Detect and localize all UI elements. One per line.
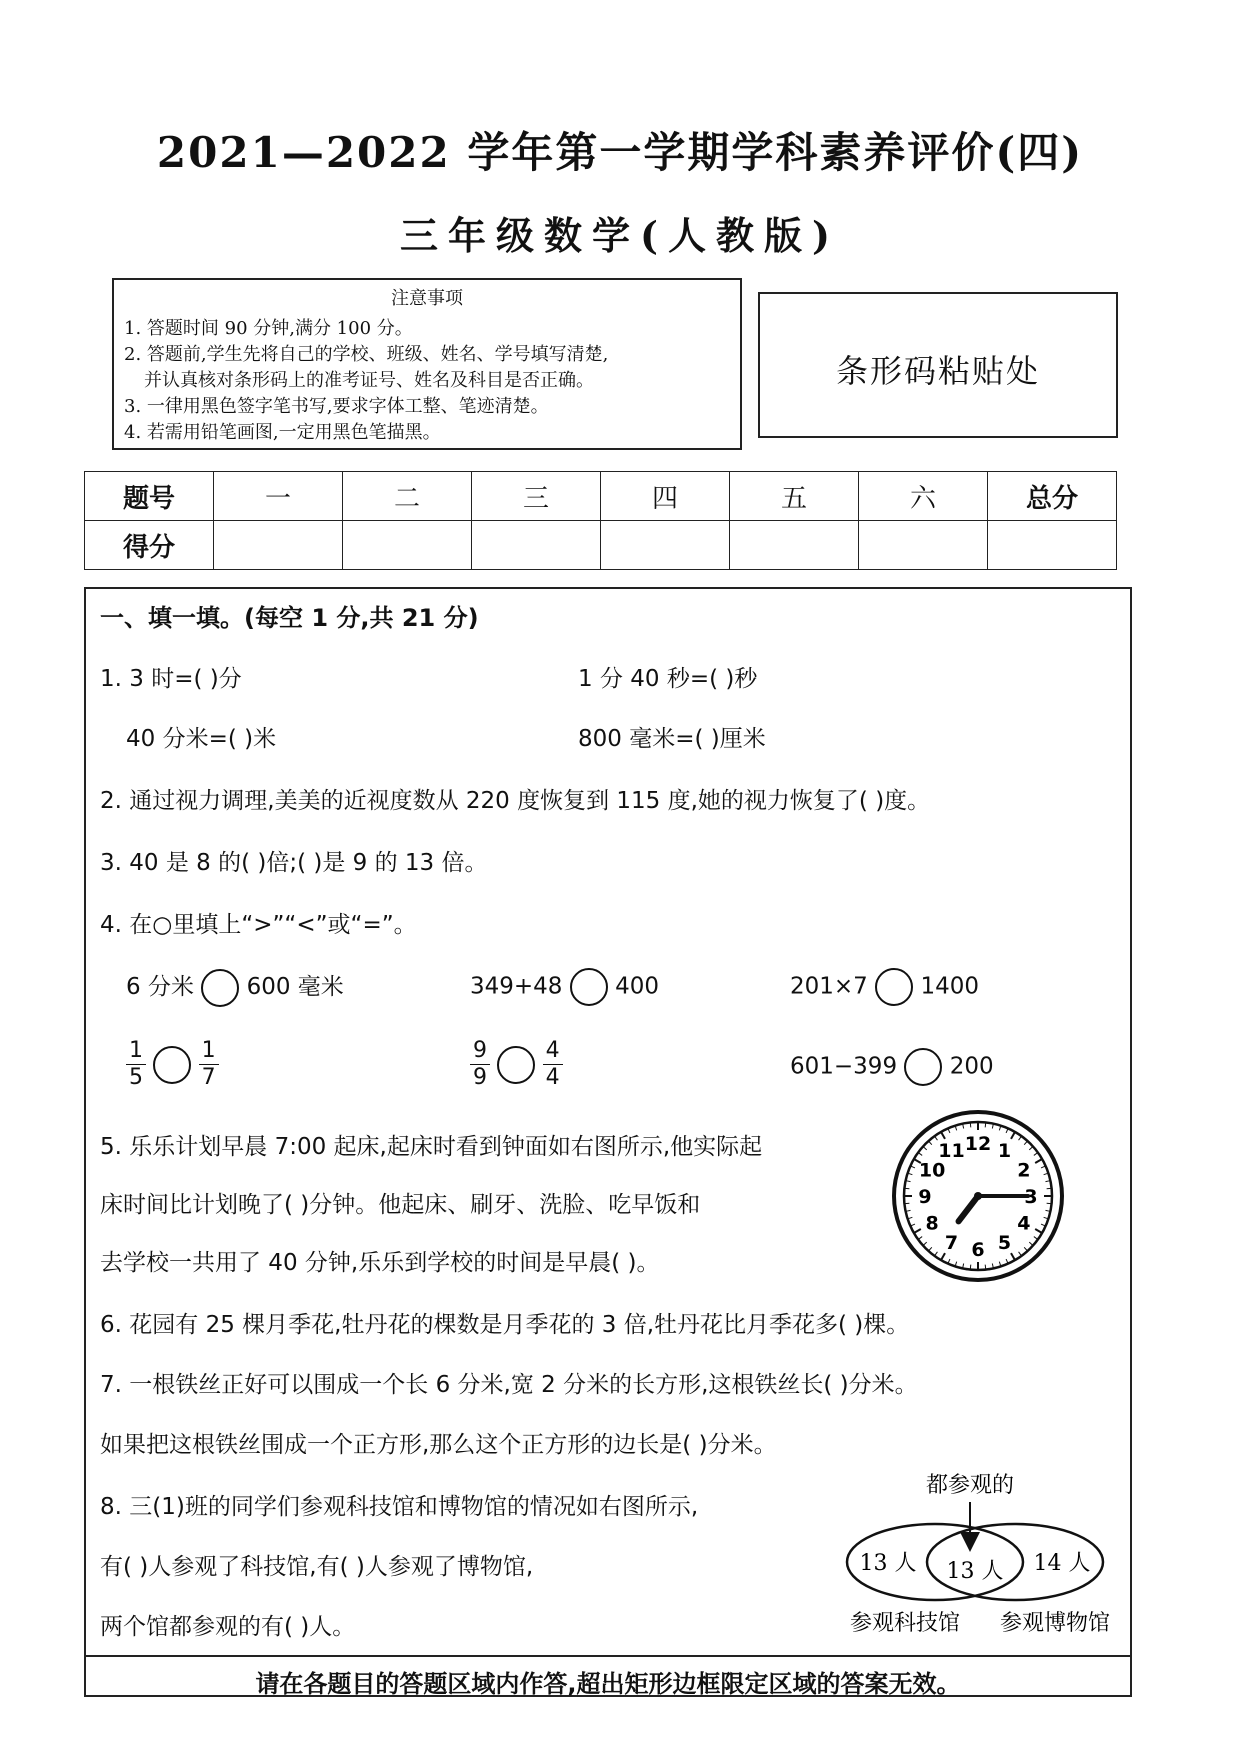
clock-number: 3 <box>1024 1186 1038 1208</box>
clock-number: 6 <box>971 1239 985 1261</box>
score-header-cell: 一 <box>214 472 343 521</box>
clock-number: 12 <box>964 1133 992 1155</box>
notice-title: 注意事项 <box>391 288 463 309</box>
fraction: $\frac{1}{7}$ <box>199 1038 219 1091</box>
compare-left: 349+48 <box>470 973 563 1000</box>
question-1-b: 1 分 40 秒=( )秒 <box>578 666 758 692</box>
question-5-line3: 去学校一共用了 40 分钟,乐乐到学校的时间是早晨( )。 <box>100 1250 660 1276</box>
clock-center <box>974 1192 982 1200</box>
section-title: 一、填一填。(每空 1 分,共 21 分) <box>100 604 479 632</box>
compare-item-fraction <box>126 1038 219 1091</box>
question-8-line2: 有( )人参观了科技馆,有( )人参观了博物馆, <box>100 1554 534 1580</box>
score-cell[interactable] <box>859 521 988 570</box>
compare-circle[interactable] <box>153 1046 191 1084</box>
question-1-a: 1. 3 时=( )分 <box>100 666 242 692</box>
compare-left: 6 分米 <box>126 974 194 1000</box>
clock-number: 9 <box>918 1186 932 1208</box>
question-1-d: 800 毫米=( )厘米 <box>578 726 766 752</box>
question-4-prompt: 4. 在○里填上“>”“<”或“=”。 <box>100 912 417 938</box>
page-subtitle: 三年级数学(人教版) <box>400 213 840 258</box>
compare-right: 600 毫米 <box>246 974 344 1000</box>
question-7-line2: 如果把这根铁丝围成一个正方形,那么这个正方形的边长是( )分米。 <box>100 1432 777 1458</box>
fraction: $\frac{1}{5}$ <box>126 1038 146 1091</box>
venn-middle-count: 13 人 <box>946 1559 1004 1584</box>
compare-circle[interactable] <box>904 1048 942 1086</box>
question-8-line1: 8. 三(1)班的同学们参观科技馆和博物馆的情况如右图所示, <box>100 1494 699 1520</box>
score-cell[interactable] <box>214 521 343 570</box>
question-7-line1: 7. 一根铁丝正好可以围成一个长 6 分米,宽 2 分米的长方形,这根铁丝长( )分米。 <box>100 1372 918 1398</box>
compare-item <box>790 968 979 1006</box>
clock-icon <box>890 1108 1066 1284</box>
score-cell[interactable] <box>730 521 859 570</box>
question-1-c: 40 分米=( )米 <box>126 726 277 752</box>
question-6: 6. 花园有 25 棵月季花,牡丹花的棵数是月季花的 3 倍,牡丹花比月季花多( )棵。 <box>100 1312 910 1338</box>
question-2: 2. 通过视力调理,美美的近视度数从 220 度恢复到 115 度,她的视力恢复了( )度。 <box>100 788 931 814</box>
clock-number: 10 <box>918 1159 946 1182</box>
question-3: 3. 40 是 8 的( )倍;( )是 9 的 13 倍。 <box>100 850 488 876</box>
score-header-cell: 五 <box>730 472 859 521</box>
venn-left-count: 13 人 <box>859 1551 917 1576</box>
clock-number: 8 <box>925 1212 939 1235</box>
fraction: $\frac{4}{4}$ <box>543 1038 563 1091</box>
clock-number: 7 <box>944 1231 959 1254</box>
score-header-cell: 二 <box>343 472 472 521</box>
notice-line: 2. 答题前,学生先将自己的学校、班级、姓名、学号填写清楚, <box>124 344 609 365</box>
fraction: $\frac{9}{9}$ <box>470 1038 490 1091</box>
venn-top-label: 都参观的 <box>925 1473 1015 1498</box>
venn-bottom-right-label: 参观博物馆 <box>999 1611 1111 1636</box>
notice-line: 并认真核对条形码上的准考证号、姓名及科目是否正确。 <box>144 370 594 391</box>
compare-left: 601−399 <box>790 1053 898 1080</box>
score-cell[interactable] <box>988 521 1117 570</box>
page-title: 2021—2022 学年第一学期学科素养评价(四) <box>156 128 1084 177</box>
notice-line: 3. 一律用黑色签字笔书写,要求字体工整、笔迹清楚。 <box>124 396 549 417</box>
score-cell[interactable] <box>343 521 472 570</box>
venn-diagram <box>830 1466 1130 1646</box>
score-table <box>84 471 1117 570</box>
question-5-line1: 5. 乐乐计划早晨 7:00 起床,起床时看到钟面如右图所示,他实际起 <box>100 1134 763 1160</box>
score-header-cell: 六 <box>859 472 988 521</box>
compare-right: 1400 <box>920 973 979 1000</box>
notice-box <box>112 278 742 450</box>
footer-note: 请在各题目的答题区域内作答,超出矩形边框限定区域的答案无效。 <box>255 1670 961 1698</box>
barcode-area <box>758 292 1118 438</box>
notice-line: 1. 答题时间 90 分钟,满分 100 分。 <box>124 318 413 339</box>
compare-item <box>126 968 344 1007</box>
compare-item <box>470 968 659 1006</box>
compare-circle[interactable] <box>201 969 239 1007</box>
score-cell[interactable] <box>472 521 601 570</box>
clock-number: 11 <box>938 1140 965 1163</box>
score-cell[interactable] <box>601 521 730 570</box>
barcode-label: 条形码粘贴处 <box>835 352 1040 390</box>
score-header-cell: 总分 <box>988 472 1117 521</box>
clock-number: 1 <box>997 1140 1012 1163</box>
venn-bottom-left-label: 参观科技馆 <box>849 1611 961 1636</box>
compare-circle[interactable] <box>875 968 913 1006</box>
compare-left: 201×7 <box>790 973 868 1000</box>
clock-number: 2 <box>1017 1159 1031 1182</box>
score-header-cell: 三 <box>472 472 601 521</box>
compare-item <box>790 1048 994 1086</box>
question-8-line3: 两个馆都参观的有( )人。 <box>100 1614 356 1640</box>
clock-number: 5 <box>997 1231 1012 1254</box>
venn-right-count: 14 人 <box>1033 1551 1091 1576</box>
score-header-cell: 题号 <box>85 472 214 521</box>
score-header-cell: 四 <box>601 472 730 521</box>
notice-line: 4. 若需用铅笔画图,一定用黑色笔描黑。 <box>124 422 441 443</box>
compare-circle[interactable] <box>570 968 608 1006</box>
clock-number: 4 <box>1017 1212 1031 1235</box>
score-table-score-row <box>85 521 1117 570</box>
score-table-header-row <box>85 472 1117 521</box>
compare-right: 200 <box>949 1053 994 1080</box>
score-row-label: 得分 <box>85 521 214 570</box>
compare-item-fraction <box>470 1038 563 1091</box>
compare-right: 400 <box>615 973 659 1000</box>
compare-circle[interactable] <box>497 1046 535 1084</box>
question-5-line2: 床时间比计划晚了( )分钟。他起床、刷牙、洗脸、吃早饭和 <box>100 1192 701 1218</box>
